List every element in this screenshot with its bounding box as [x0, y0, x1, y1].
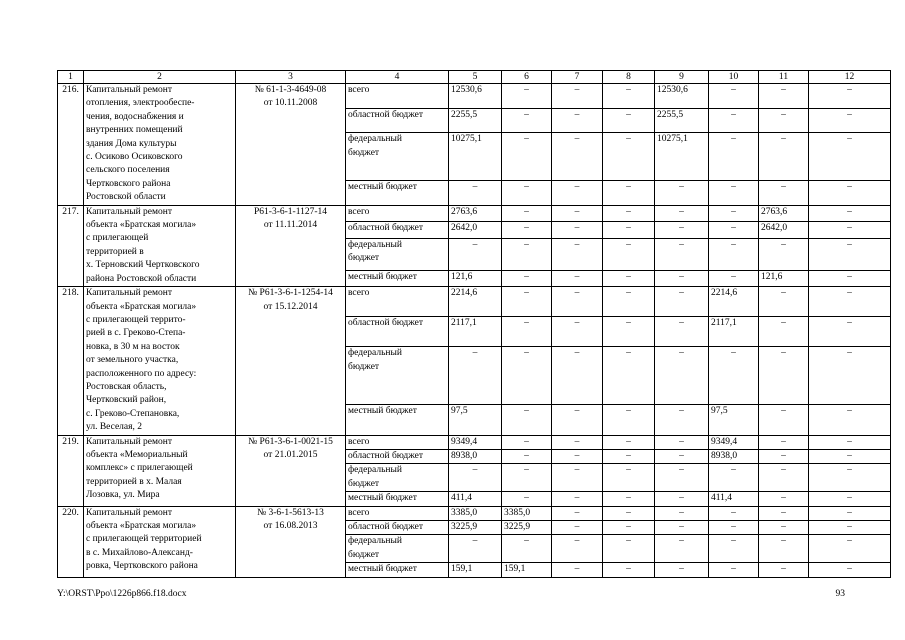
amount-cell: – — [552, 222, 603, 239]
amount-cell: – — [809, 205, 891, 222]
amount-cell: – — [502, 270, 552, 287]
amount-cell: – — [809, 506, 891, 520]
amount-cell: 2642,0 — [759, 222, 809, 239]
amount-cell: – — [809, 405, 891, 435]
column-header-3: 3 — [236, 71, 346, 84]
amount-cell: – — [449, 464, 502, 492]
amount-cell: – — [809, 108, 891, 133]
amount-cell: – — [502, 535, 552, 563]
amount-cell: – — [502, 180, 552, 205]
amount-cell: – — [655, 205, 709, 222]
amount-cell: – — [759, 464, 809, 492]
amount-cell: – — [709, 535, 759, 563]
amount-cell: 3385,0 — [502, 506, 552, 520]
amount-cell: – — [655, 449, 709, 463]
amount-cell: – — [809, 521, 891, 535]
amount-cell: – — [603, 492, 655, 506]
amount-cell: – — [809, 238, 891, 270]
amount-cell: – — [603, 563, 655, 577]
amount-cell: – — [552, 287, 603, 317]
amount-cell: – — [759, 108, 809, 133]
amount-cell: 411,4 — [709, 492, 759, 506]
funding-source: федеральный бюджет — [346, 464, 449, 492]
amount-cell: – — [502, 84, 552, 109]
amount-cell: – — [655, 287, 709, 317]
amount-cell: – — [759, 492, 809, 506]
amount-cell: – — [552, 180, 603, 205]
column-header-1: 1 — [58, 71, 84, 84]
amount-cell: – — [809, 563, 891, 577]
amount-cell: – — [552, 492, 603, 506]
amount-cell: – — [603, 238, 655, 270]
amount-cell: – — [709, 222, 759, 239]
amount-cell: – — [655, 521, 709, 535]
amount-cell: – — [502, 205, 552, 222]
table-row — [58, 84, 891, 109]
funding-source: федеральный бюджет — [346, 238, 449, 270]
table-body — [58, 84, 891, 578]
amount-cell: – — [759, 133, 809, 181]
amount-cell: 121,6 — [759, 270, 809, 287]
amount-cell: – — [655, 563, 709, 577]
amount-cell: – — [603, 133, 655, 181]
column-header-11: 11 — [759, 71, 809, 84]
amount-cell: – — [552, 133, 603, 181]
amount-cell: 97,5 — [449, 405, 502, 435]
amount-cell: – — [709, 521, 759, 535]
amount-cell: – — [552, 521, 603, 535]
row-number: 216. — [58, 84, 84, 206]
amount-cell: – — [502, 405, 552, 435]
amount-cell: – — [709, 108, 759, 133]
amount-cell: – — [603, 405, 655, 435]
document-reference: № 61-1-3-4649-08 от 10.11.2008 — [236, 84, 346, 206]
amount-cell: 10275,1 — [655, 133, 709, 181]
funding-source: местный бюджет — [346, 180, 449, 205]
column-number-header — [58, 71, 891, 84]
amount-cell: – — [809, 492, 891, 506]
amount-cell: 8938,0 — [709, 449, 759, 463]
funding-source: всего — [346, 287, 449, 317]
amount-cell: – — [759, 521, 809, 535]
funding-source: местный бюджет — [346, 492, 449, 506]
amount-cell: – — [759, 287, 809, 317]
amount-cell: – — [759, 180, 809, 205]
funding-source: областной бюджет — [346, 108, 449, 133]
column-header-12: 12 — [809, 71, 891, 84]
table-row — [58, 205, 891, 222]
amount-cell: 9349,4 — [709, 435, 759, 449]
amount-cell: – — [502, 238, 552, 270]
amount-cell: – — [809, 317, 891, 347]
amount-cell: – — [655, 222, 709, 239]
amount-cell: 9349,4 — [449, 435, 502, 449]
funding-source: областной бюджет — [346, 521, 449, 535]
column-header-4: 4 — [346, 71, 449, 84]
footer-file-path: Y:\ORST\Ppo\1226p866.f18.docx — [57, 589, 187, 599]
amount-cell: – — [603, 535, 655, 563]
amount-cell: – — [759, 405, 809, 435]
column-header-10: 10 — [709, 71, 759, 84]
document-reference: Р61-3-6-1-1127-14 от 11.11.2014 — [236, 205, 346, 286]
amount-cell: – — [809, 222, 891, 239]
amount-cell: – — [759, 435, 809, 449]
amount-cell: – — [603, 506, 655, 520]
table-row — [58, 435, 891, 449]
funding-source: федеральный бюджет — [346, 133, 449, 181]
amount-cell: – — [809, 449, 891, 463]
amount-cell: – — [709, 133, 759, 181]
funding-source: областной бюджет — [346, 317, 449, 347]
object-description: Капитальный ремонт объекта «Братская могила» с прилегающей территорией в с. Михайлово-Александ- ровка, Чертковского района — [84, 506, 236, 577]
amount-cell: – — [759, 317, 809, 347]
amount-cell: – — [502, 287, 552, 317]
funding-source: местный бюджет — [346, 270, 449, 287]
funding-source: областной бюджет — [346, 222, 449, 239]
amount-cell: 121,6 — [449, 270, 502, 287]
amount-cell: 10275,1 — [449, 133, 502, 181]
amount-cell: – — [709, 180, 759, 205]
amount-cell: 2255,5 — [449, 108, 502, 133]
amount-cell: – — [552, 205, 603, 222]
amount-cell: – — [709, 84, 759, 109]
amount-cell: – — [655, 405, 709, 435]
object-description: Капитальный ремонт объекта «Братская могила» с прилегающей территорией в х. Терновский Чертковского района Ростовской области — [84, 205, 236, 286]
amount-cell: – — [809, 347, 891, 405]
table-row — [58, 506, 891, 520]
amount-cell: 8938,0 — [449, 449, 502, 463]
amount-cell: – — [552, 84, 603, 109]
amount-cell: 12530,6 — [655, 84, 709, 109]
funding-source: всего — [346, 435, 449, 449]
amount-cell: – — [655, 464, 709, 492]
column-header-5: 5 — [449, 71, 502, 84]
amount-cell: 2117,1 — [709, 317, 759, 347]
amount-cell: – — [449, 238, 502, 270]
amount-cell: – — [552, 405, 603, 435]
amount-cell: – — [809, 270, 891, 287]
amount-cell: – — [603, 449, 655, 463]
funding-source: всего — [346, 205, 449, 222]
amount-cell: – — [552, 270, 603, 287]
amount-cell: – — [552, 506, 603, 520]
amount-cell: – — [809, 84, 891, 109]
funding-source: федеральный бюджет — [346, 535, 449, 563]
amount-cell: – — [809, 464, 891, 492]
amount-cell: 2642,0 — [449, 222, 502, 239]
amount-cell: – — [759, 449, 809, 463]
amount-cell: – — [552, 464, 603, 492]
amount-cell: – — [709, 238, 759, 270]
amount-cell: – — [502, 108, 552, 133]
amount-cell: – — [603, 435, 655, 449]
amount-cell: – — [655, 506, 709, 520]
column-header-2: 2 — [84, 71, 236, 84]
amount-cell: – — [552, 108, 603, 133]
amount-cell: – — [502, 317, 552, 347]
amount-cell: 2214,6 — [709, 287, 759, 317]
amount-cell: – — [449, 347, 502, 405]
column-header-7: 7 — [552, 71, 603, 84]
amount-cell: – — [603, 180, 655, 205]
funding-source: местный бюджет — [346, 563, 449, 577]
amount-cell: – — [552, 535, 603, 563]
amount-cell: – — [603, 222, 655, 239]
funding-source: всего — [346, 84, 449, 109]
amount-cell: – — [759, 347, 809, 405]
amount-cell: – — [603, 521, 655, 535]
amount-cell: – — [709, 506, 759, 520]
amount-cell: – — [655, 535, 709, 563]
amount-cell: – — [502, 347, 552, 405]
object-description: Капитальный ремонт отопления, электрообеспе- чения, водоснабжения и внутренних помещений здания Дома культуры с. Осиково Осиковского сельского поселения Чертковского района Ростовской области — [84, 84, 236, 206]
amount-cell: – — [603, 205, 655, 222]
column-header-6: 6 — [502, 71, 552, 84]
amount-cell: – — [759, 506, 809, 520]
row-number: 217. — [58, 205, 84, 286]
amount-cell: – — [655, 492, 709, 506]
amount-cell: – — [759, 84, 809, 109]
amount-cell: – — [603, 108, 655, 133]
document-reference: № 3-6-1-5613-13 от 16.08.2013 — [236, 506, 346, 577]
amount-cell: – — [603, 464, 655, 492]
row-number: 220. — [58, 506, 84, 577]
amount-cell: – — [502, 492, 552, 506]
document-reference: № Р61-3-6-1-0021-15 от 21.01.2015 — [236, 435, 346, 506]
amount-cell: – — [709, 205, 759, 222]
amount-cell: – — [655, 347, 709, 405]
amount-cell: – — [759, 535, 809, 563]
amount-cell: 2763,6 — [759, 205, 809, 222]
amount-cell: – — [552, 347, 603, 405]
amount-cell: – — [709, 347, 759, 405]
amount-cell: – — [809, 435, 891, 449]
amount-cell: – — [655, 270, 709, 287]
amount-cell: – — [655, 238, 709, 270]
amount-cell: – — [809, 287, 891, 317]
amount-cell: 3225,9 — [502, 521, 552, 535]
amount-cell: 3225,9 — [449, 521, 502, 535]
amount-cell: 159,1 — [449, 563, 502, 577]
amount-cell: – — [759, 238, 809, 270]
amount-cell: – — [603, 84, 655, 109]
document-reference: № Р61-3-6-1-1254-14 от 15.12.2014 — [236, 287, 346, 435]
funding-source: местный бюджет — [346, 405, 449, 435]
footer-page-number: 93 — [835, 589, 845, 599]
table-row — [58, 287, 891, 317]
amount-cell: 2763,6 — [449, 205, 502, 222]
amount-cell: – — [552, 238, 603, 270]
amount-cell: 2214,6 — [449, 287, 502, 317]
amount-cell: – — [502, 449, 552, 463]
amount-cell: – — [502, 222, 552, 239]
amount-cell: – — [603, 347, 655, 405]
amount-cell: – — [655, 317, 709, 347]
column-header-8: 8 — [603, 71, 655, 84]
amount-cell: 12530,6 — [449, 84, 502, 109]
amount-cell: 3385,0 — [449, 506, 502, 520]
amount-cell: – — [552, 449, 603, 463]
amount-cell: 2117,1 — [449, 317, 502, 347]
amount-cell: – — [603, 317, 655, 347]
amount-cell: – — [655, 435, 709, 449]
amount-cell: – — [655, 180, 709, 205]
funding-source: всего — [346, 506, 449, 520]
amount-cell: – — [603, 287, 655, 317]
amount-cell: – — [552, 563, 603, 577]
amount-cell: – — [502, 464, 552, 492]
amount-cell: – — [449, 535, 502, 563]
funding-source: федеральный бюджет — [346, 347, 449, 405]
funding-source: областной бюджет — [346, 449, 449, 463]
amount-cell: 411,4 — [449, 492, 502, 506]
amount-cell: – — [709, 464, 759, 492]
amount-cell: 97,5 — [709, 405, 759, 435]
amount-cell: – — [809, 535, 891, 563]
amount-cell: – — [809, 133, 891, 181]
amount-cell: – — [759, 563, 809, 577]
row-number: 218. — [58, 287, 84, 435]
amount-cell: – — [809, 180, 891, 205]
amount-cell: – — [502, 435, 552, 449]
object-description: Капитальный ремонт объекта «Братская могила» с прилегающей террито- рией в с. Греково-Степа- новка, в 30 м на восток от земельного участка, расположенного по адресу: Ростовская область, Чертковский район, с. Греково-Степановка, ул. Веселая, 2 — [84, 287, 236, 435]
amount-cell: – — [449, 180, 502, 205]
amount-cell: – — [552, 317, 603, 347]
amount-cell: – — [552, 435, 603, 449]
row-number: 219. — [58, 435, 84, 506]
budget-table — [57, 70, 891, 578]
object-description: Капитальный ремонт объекта «Мемориальный комплекс» с прилегающей территорией в х. Малая Лозовка, ул. Мира — [84, 435, 236, 506]
amount-cell: – — [603, 270, 655, 287]
amount-cell: 2255,5 — [655, 108, 709, 133]
amount-cell: 159,1 — [502, 563, 552, 577]
amount-cell: – — [709, 270, 759, 287]
column-header-9: 9 — [655, 71, 709, 84]
amount-cell: – — [709, 563, 759, 577]
amount-cell: – — [502, 133, 552, 181]
